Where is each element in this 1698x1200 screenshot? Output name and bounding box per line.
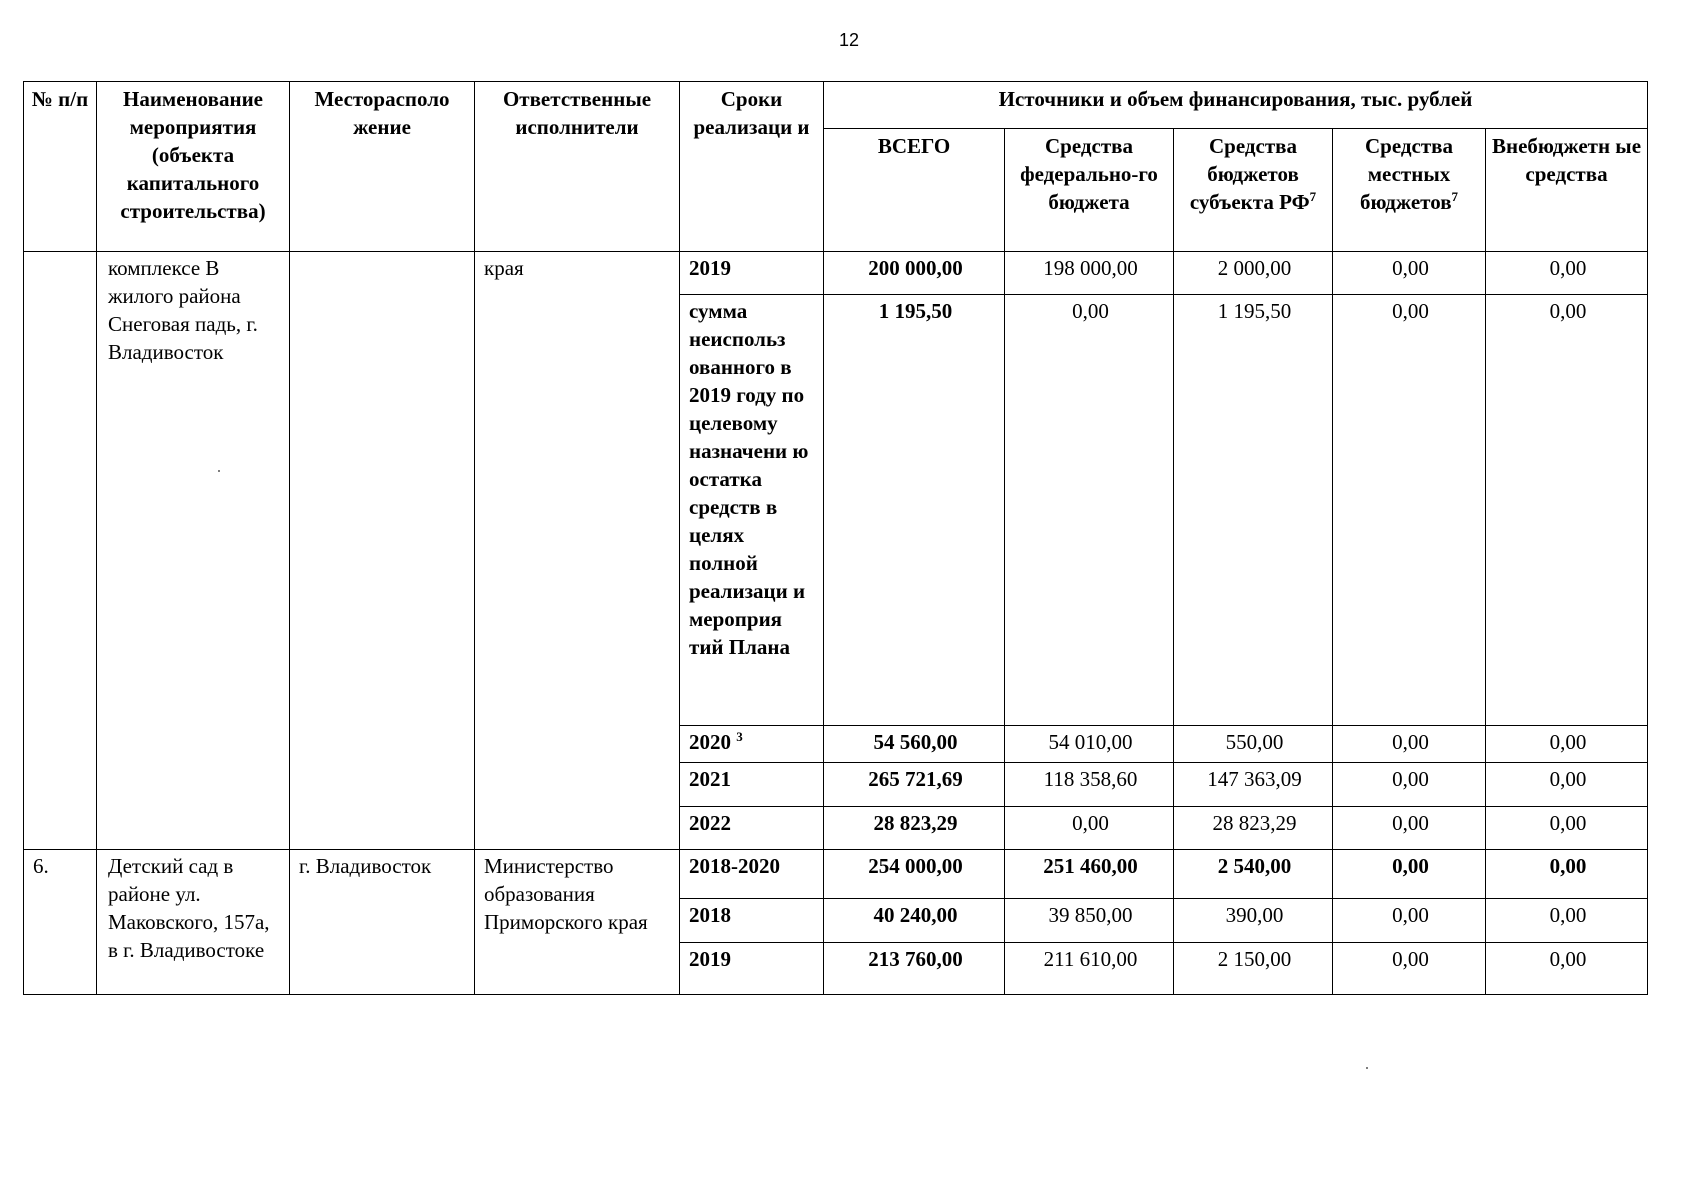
header-responsible: Ответственные исполнители [475,82,680,252]
header-subject-text: Средства бюджетов субъекта РФ [1189,134,1310,215]
total-cell: 1 195,50 [824,295,1005,726]
extra-cell: 0,00 [1486,763,1648,807]
total-cell: 213 760,00 [824,943,1005,995]
federal-cell: 251 460,00 [1005,850,1174,899]
header-location: Месторасполо жение [290,82,475,252]
header-local [1333,129,1486,252]
table-row [24,850,1648,899]
header-federal: Средства федерально-го бюджета [1005,129,1174,252]
local-cell: 0,00 [1333,850,1486,899]
period-cell: 2018-2020 [680,850,824,899]
extra-cell: 0,00 [1486,726,1648,763]
extra-cell: 0,00 [1486,295,1648,726]
block1-location-cell [290,252,475,850]
local-cell: 0,00 [1333,763,1486,807]
total-cell: 40 240,00 [824,899,1005,943]
header-period: Сроки реализаци и [680,82,824,252]
total-cell: 54 560,00 [824,726,1005,763]
subject-cell: 550,00 [1174,726,1333,763]
extra-cell: 0,00 [1486,252,1648,295]
scan-speck [218,470,220,472]
period-text: 2020 [689,730,731,754]
period-footnote: 3 [736,729,743,744]
header-extra: Внебюджетн ые средства [1486,129,1648,252]
block1-responsible: края [475,252,680,850]
period-cell: 2019 [680,252,824,295]
subject-cell: 147 363,09 [1174,763,1333,807]
federal-cell: 0,00 [1005,807,1174,850]
local-cell: 0,00 [1333,943,1486,995]
local-cell: 0,00 [1333,252,1486,295]
scan-speck [1366,1067,1368,1069]
subject-cell: 2 150,00 [1174,943,1333,995]
subject-cell: 2 540,00 [1174,850,1333,899]
header-total: ВСЕГО [824,129,1005,252]
header-local-footnote: 7 [1451,189,1459,205]
block2-name: Детский сад в районе ул. Маковского, 157а, в г. Владивостоке [97,850,290,995]
page-number: 12 [838,30,860,50]
federal-cell: 118 358,60 [1005,763,1174,807]
federal-cell: 54 010,00 [1005,726,1174,763]
table-row [24,252,1648,295]
header-subject [1174,129,1333,252]
header-name: Наименование мероприятия (объекта капитального строительства) [97,82,290,252]
subject-cell: 2 000,00 [1174,252,1333,295]
header-local-text: Средства местных бюджетов [1359,134,1453,215]
total-cell: 200 000,00 [824,252,1005,295]
total-cell: 254 000,00 [824,850,1005,899]
period-cell: 2019 [680,943,824,995]
block2-responsible: Министерство образования Приморского края [475,850,680,995]
total-cell: 265 721,69 [824,763,1005,807]
local-cell: 0,00 [1333,295,1486,726]
block1-name: комплексе В жилого района Снеговая падь, г. Владивосток [97,252,290,850]
subject-cell: 1 195,50 [1174,295,1333,726]
federal-cell: 198 000,00 [1005,252,1174,295]
block1-num-cell [24,252,97,850]
block2-location: г. Владивосток [290,850,475,995]
extra-cell: 0,00 [1486,943,1648,995]
block2-num: 6. [24,850,97,995]
local-cell: 0,00 [1333,807,1486,850]
local-cell: 0,00 [1333,899,1486,943]
local-cell: 0,00 [1333,726,1486,763]
subject-cell: 28 823,29 [1174,807,1333,850]
subject-cell: 390,00 [1174,899,1333,943]
federal-cell: 211 610,00 [1005,943,1174,995]
period-cell: сумма неиспольз ованного в 2019 году по целевому назначени ю остатка средств в целях полной реализаци и мероприя тий Плана [680,295,824,726]
period-cell: 2018 [680,899,824,943]
federal-cell: 0,00 [1005,295,1174,726]
extra-cell: 0,00 [1486,807,1648,850]
total-cell: 28 823,29 [824,807,1005,850]
period-cell: 2022 [680,807,824,850]
header-subject-footnote: 7 [1309,189,1317,205]
funding-table [23,81,1648,995]
extra-cell: 0,00 [1486,850,1648,899]
header-funding: Источники и объем финансирования, тыс. рублей [824,82,1648,129]
header-row-1 [24,82,1648,129]
period-cell: 2021 [680,763,824,807]
extra-cell: 0,00 [1486,899,1648,943]
header-num: № п/п [24,82,97,252]
federal-cell: 39 850,00 [1005,899,1174,943]
period-cell [680,726,824,763]
